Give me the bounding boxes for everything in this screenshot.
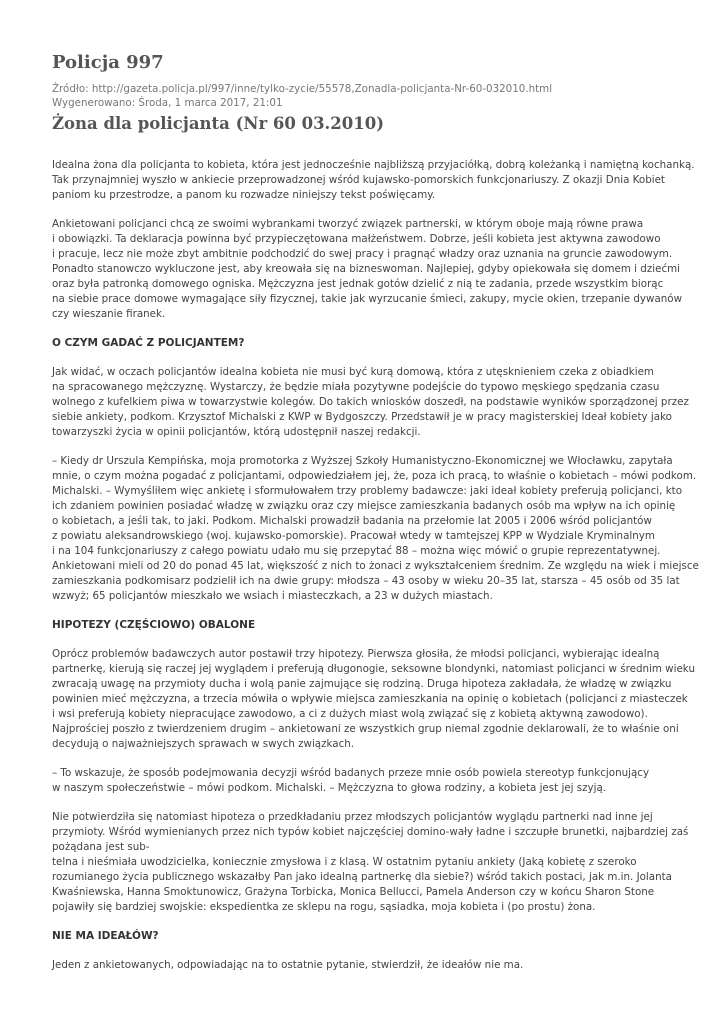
section-heading: NIE MA IDEAŁÓW? bbox=[52, 930, 159, 942]
paragraph-line: telna i nieśmiała uwodzicielka, koniecznie zmysłowa i z klasą. W ostatnim pytaniu ankiety (Jaką kobietę z szeroko bbox=[52, 856, 637, 868]
paragraph-line: i wsi preferują kobiety niepracujące zawodowo, a ci z dużych miast wolą związać się z kobietą aktywną zawodowo). bbox=[52, 708, 648, 720]
paragraph-line: Kwaśniewska, Hanna Smoktunowicz, Grażyna Torbicka, Monica Bellucci, Pamela Anderson czy w końcu Sharon Stone bbox=[52, 886, 655, 898]
paragraph-line: oraz była patronką domowego ogniska. Mężczyzna jest jednak gotów dzielić z nią te zadania, przede wszystkim biorąc bbox=[52, 278, 664, 290]
paragraph-line: rozumianego życia publicznego wskazałby Pan jako idealną partnerkę dla siebie?) wśród takich postaci, jak m.in. Jolanta bbox=[52, 871, 672, 883]
paragraph bbox=[52, 365, 689, 440]
paragraph-line: Nie potwierdziła się natomiast hipoteza o przedkładaniu przez młodszych policjantów wyglądu partnerki nad inne jej bbox=[52, 811, 653, 823]
paragraph-line: przymioty. Wśród wymienianych przez nich typów kobiet najczęściej domino-wały ładne i szczupłe brunetki, najbardziej zaś bbox=[52, 826, 689, 838]
paragraph-line: o kobietach, a jeśli tak, to jaki. Podkom. Michalski prowadził badania na przełomie lat 2005 i 2006 wśród policjantów bbox=[52, 515, 652, 527]
paragraph-line: Najprościej poszło z twierdzeniem drugim – ankietowani ze wszystkich grup niemal zgodnie deklarowali, że to właśnie oni bbox=[52, 723, 679, 735]
site-title: Policja 997 bbox=[52, 52, 164, 73]
paragraph-line: paniom ku przestrodze, a panom ku rozwadze niniejszy tekst poświęcamy. bbox=[52, 189, 436, 201]
paragraph-line: czy wieszanie firanek. bbox=[52, 308, 166, 320]
paragraph-line: mnie, o czym można pogadać z policjantami, odpowiedziałem jej, że, poza ich pracą, to właśnie o kobietach – mówi podkom. bbox=[52, 470, 697, 482]
paragraph bbox=[52, 217, 685, 322]
paragraph-line: powinien mieć mężczyzna, a trzecia mówiła o wpływie miejsca zamieszkania na opinię o kobietach (policjanci z miasteczek bbox=[52, 693, 688, 705]
paragraph-line: Idealna żona dla policjanta to kobieta, która jest jednocześnie najbliższą przyjaciółką, dobrą koleżanką i namiętną kochanką. bbox=[52, 159, 695, 171]
paragraph-line: towarzyszki życia w opinii policjantów, którą udostępnił naszej redakcji. bbox=[52, 426, 421, 438]
paragraph-line: pożądana jest sub- bbox=[52, 841, 150, 853]
paragraph-line: na siebie prace domowe wymagające siły fizycznej, takie jak wyrzucanie śmieci, zakupy, mycie okien, trzepanie dywanów bbox=[52, 293, 682, 305]
paragraph-line: – Kiedy dr Urszula Kempińska, moja promotorka z Wyższej Szkoły Humanistyczno-Ekonomicznej we Włocławku, zapytała bbox=[52, 455, 673, 467]
paragraph-line: w naszym społeczeństwie – mówi podkom. Michalski. – Mężczyzna to głowa rodziny, a kobieta jest jej szyją. bbox=[52, 782, 607, 794]
paragraph-line: i obowiązki. Ta deklaracja powinna być przypieczętowana małżeństwem. Dobrze, jeśli kobieta jest aktywna zawodowo bbox=[52, 233, 661, 245]
paragraph-line: Jeden z ankietowanych, odpowiadając na to ostatnie pytanie, stwierdził, że ideałów nie ma. bbox=[52, 959, 524, 971]
paragraph bbox=[52, 454, 699, 604]
article-title: Żona dla policjanta (Nr 60 03.2010) bbox=[52, 114, 385, 133]
paragraph bbox=[52, 158, 695, 203]
paragraph-line: Jak widać, w oczach policjantów idealna kobieta nie musi być kurą domową, która z utęsknieniem czeka z obiadkiem bbox=[52, 366, 654, 378]
paragraph-line: z powiatu aleksandrowskiego (woj. kujawsko-pomorskie). Pracował wtedy w tamtejszej KPP w Wydziale Kryminalnym bbox=[52, 530, 655, 542]
paragraph-line: na spracowanego mężczyznę. Wystarczy, że będzie miała pozytywne podejście do typowo męskiego spędzania czasu bbox=[52, 381, 660, 393]
paragraph bbox=[52, 766, 685, 796]
paragraph-line: partnerkę, kierują się raczej jej wyglądem i preferują długonogie, seksowne blondynki, natomiast policjanci w średnim wieku bbox=[52, 663, 695, 675]
paragraph-line: i pracuje, lecz nie może zbyt ambitnie podchodzić do swej pracy i pragnąć władzy oraz uznania na gruncie zawodowym. bbox=[52, 248, 673, 260]
paragraph-line: Michalski. – Wymyśliłem więc ankietę i sformułowałem trzy problemy badawcze: jaki ideał kobiety preferują policjanci, kto bbox=[52, 485, 683, 497]
paragraph-line: Tak przynajmniej wyszło w ankiecie przeprowadzonej wśród kujawsko-pomorskich funkcjonariuszy. Z okazji Dnia Kobiet bbox=[52, 174, 665, 186]
generated-line: Wygenerowano: Środa, 1 marca 2017, 21:01 bbox=[52, 97, 283, 109]
paragraph bbox=[52, 647, 695, 752]
paragraph-line: wzwyż; 65 policjantów mieszkało we wsiach i miasteczkach, a 23 w dużych miastach. bbox=[52, 590, 493, 602]
paragraph-line: Ankietowani policjanci chcą ze swoimi wybrankami tworzyć związek partnerski, w którym oboje mają równe prawa bbox=[52, 218, 644, 230]
paragraph-line: Oprócz problemów badawczych autor postawił trzy hipotezy. Pierwsza głosiła, że młodsi policjanci, wybierając idealną bbox=[52, 648, 660, 660]
section-heading: O CZYM GADAĆ Z POLICJANTEM? bbox=[52, 337, 245, 349]
paragraph-line: – To wskazuje, że sposób podejmowania decyzji wśród badanych przeze mnie osób powiela stereotyp funkcjonujący bbox=[52, 767, 650, 779]
article-body bbox=[52, 158, 699, 973]
paragraph-line: siebie ankiety, podkom. Krzysztof Michalski z KWP w Bydgoszczy. Przedstawił je w pracy magisterskiej Ideał kobiety jako bbox=[52, 411, 672, 423]
paragraph-line: pojawiły się bardziej swojskie: ekspedientka ze sklepu na rogu, sąsiadka, moja kobieta i (po prostu) żona. bbox=[52, 901, 596, 913]
paragraph bbox=[52, 810, 689, 915]
paragraph-line: ich zdaniem powinien posiadać władzę w związku oraz czy miejsce zamieszkania badanych osób ma wpływ na ich opinię bbox=[52, 500, 676, 512]
paragraph-line: i na 104 funkcjonariuszy z całego powiatu udało mu się przepytać 88 – można więc mówić o grupie reprezentatywnej. bbox=[52, 545, 661, 557]
paragraph-line: Ponadto stanowczo wykluczone jest, aby kreowała się na bizneswoman. Najlepiej, gdyby opiekowała się domem i dziećmi bbox=[52, 263, 680, 275]
paragraph-line: zwracają uwagę na przymioty ducha i wolą panie zajmujące się rodziną. Druga hipoteza zakładała, że władzę w związku bbox=[52, 678, 672, 690]
paragraph-line: wolnego z kufelkiem piwa w towarzystwie kolegów. Do takich wniosków doszedł, na podstawie wyników sporządzonej przez bbox=[52, 396, 689, 408]
paragraph bbox=[52, 958, 685, 973]
paragraph-line: zamieszkania podkomisarz podzielił ich na dwie grupy: młodsza – 43 osoby w wieku 20–35 lat, starsza – 45 osób od 35 lat bbox=[52, 575, 680, 587]
paragraph-line: decydują o najważniejszych sprawach w swych związkach. bbox=[52, 738, 355, 750]
paragraph-line: Ankietowani mieli od 20 do ponad 45 lat, większość z nich to żonaci z wykształceniem średnim. Ze względu na wiek i miejsce bbox=[52, 560, 699, 572]
section-heading: HIPOTEZY (CZĘŚCIOWO) OBALONE bbox=[52, 619, 256, 631]
source-line: Źródło: http://gazeta.policja.pl/997/inne/tylko-zycie/55578,Zonadla-policjanta-Nr-60-032010.html bbox=[52, 83, 553, 95]
